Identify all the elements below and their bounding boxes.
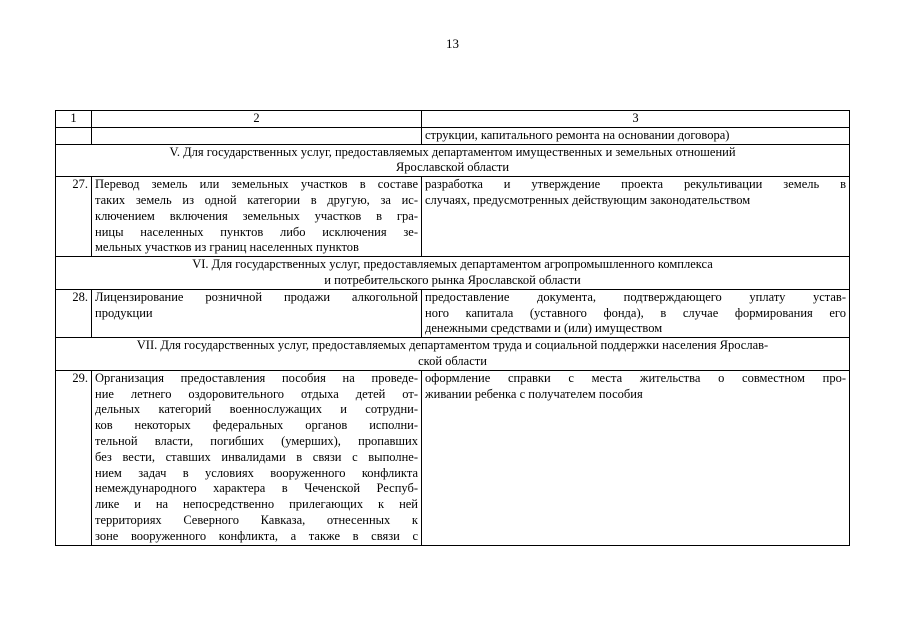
text-line: мельных участков из границ населенных пунктов: [95, 240, 359, 255]
service-name-cell: [92, 177, 422, 257]
service-description-cell: [422, 370, 850, 545]
text-line: зоне вооруженного конфликта, а также в связи с: [95, 528, 418, 543]
text-line: дельных категорий военнослужащих и сотрудни-: [95, 402, 418, 417]
service-name-cell: [92, 370, 422, 545]
section-v-line2: Ярославской области: [395, 160, 510, 175]
text-line: случаях, предусмотренных действующим законодательством: [425, 192, 751, 207]
text-line: ного капитала (уставного фонда), в случае формирования его: [425, 305, 846, 320]
text-line: продукции: [95, 305, 153, 320]
section-vii-line1: VII. Для государственных услуг, предоставляемых департаментом труда и социальной поддержки населения Ярослав-: [136, 338, 769, 353]
header-col-1: 1: [56, 111, 92, 128]
text-line: территориях Северного Кавказа, отнесенных к: [95, 512, 418, 527]
row-number: 29.: [56, 370, 92, 545]
text-line: тельной власти, погибших (умерших), пропавших: [95, 433, 418, 448]
table-header-row: [56, 111, 850, 128]
text-line: ницы населенных пунктов либо исключения зе-: [95, 224, 418, 239]
table-row-28: [56, 289, 850, 337]
section-v-line1: V. Для государственных услуг, предоставляемых департаментом имущественных и земельных отношений: [169, 144, 736, 159]
text-line: живании ребенка с получателем пособия: [425, 386, 643, 401]
text-line: ков некоторых федеральных органов исполни-: [95, 418, 418, 433]
continuation-text: струкции, капитального ремонта на основании договора): [422, 127, 850, 144]
section-vi-line2: и потребительского рынка Ярославской области: [324, 272, 581, 287]
text-line: нием задач в условиях вооруженного конфликта: [95, 465, 418, 480]
service-description-cell: [422, 289, 850, 337]
section-vi-line1: VI. Для государственных услуг, предоставляемых департаментом агропромышленного комплекса: [192, 257, 713, 272]
service-description-cell: [422, 177, 850, 257]
page-number: 13: [446, 36, 459, 51]
text-line: немеждународного характера в Чеченской Респуб-: [95, 481, 418, 496]
row-number: 28.: [56, 289, 92, 337]
text-line: ние летнего оздоровительного отдыха детей от-: [95, 386, 418, 401]
services-table: [55, 110, 850, 546]
text-line: ключением включения земельных участков в гра-: [95, 208, 418, 223]
section-header-v: [56, 144, 850, 177]
text-line: предоставление документа, подтверждающего уплату устав-: [425, 289, 846, 304]
service-name-cell: [92, 289, 422, 337]
header-col-3: 3: [422, 111, 850, 128]
text-line: разработка и утверждение проекта рекультивации земель в: [425, 177, 846, 192]
text-line: Перевод земель или земельных участков в составе: [95, 177, 418, 192]
continuation-row: [56, 127, 850, 144]
text-line: таких земель из одной категории в другую, за ис-: [95, 192, 418, 207]
text-line: Организация предоставления пособия на проведе-: [95, 370, 418, 385]
header-col-2: 2: [92, 111, 422, 128]
text-line: денежными средствами и (или) имуществом: [425, 321, 663, 336]
text-line: без вести, ставших инвалидами в связи с выполне-: [95, 449, 418, 464]
text-line: лике и на непосредственно прилегающих к ней: [95, 497, 418, 512]
row-number: 27.: [56, 177, 92, 257]
text-line: Лицензирование розничной продажи алкогольной: [95, 289, 418, 304]
table-row-29: [56, 370, 850, 545]
table-row-27: [56, 177, 850, 257]
section-header-vii: [56, 338, 850, 371]
section-vii-line2: ской области: [418, 353, 487, 368]
text-line: оформление справки с места жительства о совместном про-: [425, 370, 846, 385]
section-header-vi: [56, 257, 850, 290]
